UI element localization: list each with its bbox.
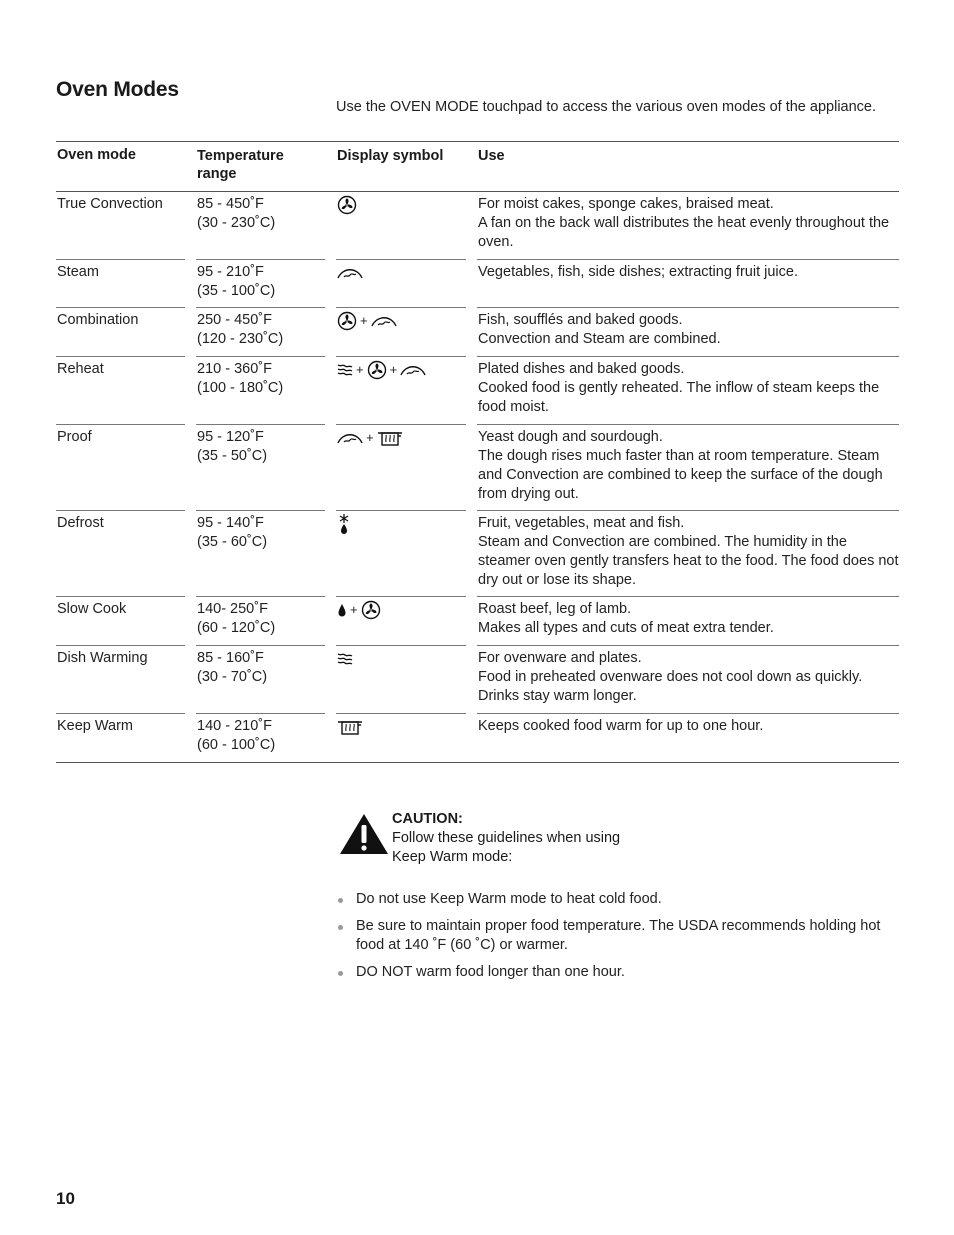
caution-body: Follow these guidelines when using Keep Warm mode:	[392, 830, 621, 865]
fan-icon	[337, 195, 357, 215]
temp-fahrenheit: 210 - 360˚F	[197, 361, 272, 377]
list-item-text: Do not use Keep Warm mode to heat cold food.	[356, 891, 662, 907]
header-temperature-range: Temperature range	[197, 148, 284, 182]
heat-waves-icon	[337, 652, 353, 666]
use-line: Steam and Convection are combined. The humidity in the steamer oven gently transfers heat to the food. The food does not dry out or lose its shape.	[478, 534, 899, 588]
temp-celsius: (30 - 230˚C)	[197, 215, 276, 231]
use-line: Cooked food is gently reheated. The inflow of steam keeps the food moist.	[478, 380, 880, 415]
use-line: Convection and Steam are combined.	[478, 331, 721, 347]
oven-mode-name: Dish Warming	[57, 650, 148, 666]
use-description	[478, 649, 899, 706]
oven-mode-name: Slow Cook	[57, 601, 127, 617]
list-item	[336, 963, 896, 982]
defrost-icon	[337, 513, 351, 535]
plus-sign: +	[360, 313, 368, 328]
page-number: 10	[56, 1189, 75, 1208]
temp-celsius: (100 - 180˚C)	[197, 380, 284, 396]
steam-icon	[337, 430, 363, 446]
page-title: Oven Modes	[56, 78, 179, 101]
use-line: Roast beef, leg of lamb.	[478, 601, 632, 617]
temperature-range	[197, 195, 327, 233]
temp-celsius: (35 - 100˚C)	[197, 283, 276, 299]
table-row	[56, 597, 899, 646]
display-symbol	[337, 428, 467, 447]
steam-icon	[400, 362, 426, 378]
temp-celsius: (60 - 120˚C)	[197, 620, 276, 636]
list-item	[336, 890, 896, 909]
display-symbol	[337, 600, 467, 619]
use-description	[478, 360, 899, 417]
header-use: Use	[478, 148, 505, 164]
bullet-icon	[338, 971, 343, 976]
list-item	[336, 917, 896, 955]
temperature-range	[197, 717, 327, 755]
temp-fahrenheit: 85 - 450˚F	[197, 196, 264, 212]
temp-fahrenheit: 250 - 450˚F	[197, 312, 272, 328]
temperature-range	[197, 263, 327, 301]
use-line: Fish, soufflés and baked goods.	[478, 312, 683, 328]
temp-fahrenheit: 85 - 160˚F	[197, 650, 264, 666]
oven-mode-name: Defrost	[57, 515, 104, 531]
temperature-range	[197, 649, 327, 687]
list-item-text: DO NOT warm food longer than one hour.	[356, 964, 625, 980]
temp-fahrenheit: 95 - 120˚F	[197, 429, 264, 445]
display-symbol	[337, 311, 467, 330]
oven-modes-table	[56, 141, 899, 763]
plus-sign: +	[389, 362, 398, 377]
table-row	[56, 425, 899, 511]
list-item-text: Be sure to maintain proper food temperature. The USDA recommends holding hot food at 140 ˚F (60 ˚C) or warmer.	[356, 918, 881, 953]
temperature-range	[197, 428, 327, 466]
table-row	[56, 357, 899, 425]
header-display-symbol: Display symbol	[337, 148, 444, 164]
use-line: Food in preheated ovenware does not cool down as quickly. Drinks stay warm longer.	[478, 669, 863, 704]
temperature-range	[197, 360, 327, 398]
steam-icon	[337, 265, 363, 281]
table-row	[56, 646, 899, 714]
temp-celsius: (30 - 70˚C)	[197, 669, 268, 685]
caution-text	[392, 810, 622, 867]
oven-mode-name: Combination	[57, 312, 139, 328]
display-symbol	[337, 717, 467, 736]
plus-sign: +	[356, 362, 364, 377]
temp-celsius: (35 - 50˚C)	[197, 448, 268, 464]
drop-icon	[337, 603, 347, 617]
oven-mode-name: Proof	[57, 429, 92, 445]
temp-fahrenheit: 140 - 210˚F	[197, 718, 272, 734]
table-row	[56, 714, 899, 763]
oven-mode-name: Steam	[57, 264, 99, 280]
heat-waves-icon	[337, 363, 353, 377]
use-line: For moist cakes, sponge cakes, braised meat.	[478, 196, 774, 212]
use-description	[478, 311, 899, 349]
oven-mode-name: Keep Warm	[57, 718, 134, 734]
use-description	[478, 514, 899, 590]
use-line: Makes all types and cuts of meat extra tender.	[478, 620, 774, 636]
display-symbol	[337, 649, 467, 668]
oven-mode-name: True Convection	[57, 196, 163, 212]
table-row	[56, 511, 899, 597]
plus-sign: +	[350, 602, 358, 617]
warming-dish-icon	[377, 430, 403, 446]
temperature-range	[197, 514, 327, 552]
use-description	[478, 717, 899, 736]
fan-icon	[361, 600, 381, 620]
table-header	[56, 141, 899, 192]
row-divider	[56, 762, 899, 763]
use-description	[478, 600, 899, 638]
temp-celsius: (35 - 60˚C)	[197, 534, 268, 550]
use-line: The dough rises much faster than at room temperature. Steam and Convection are combined to keep the surface of the dough from drying out.	[478, 448, 883, 502]
display-symbol	[337, 195, 467, 214]
plus-sign: +	[366, 430, 374, 445]
use-description	[478, 195, 899, 252]
caution-title: CAUTION:	[392, 811, 463, 827]
use-line: Vegetables, fish, side dishes; extracting fruit juice.	[478, 264, 798, 280]
table-row	[56, 260, 899, 308]
temperature-range	[197, 311, 327, 349]
display-symbol	[337, 263, 467, 282]
display-symbol	[337, 514, 467, 533]
display-symbol	[337, 360, 467, 379]
fan-icon	[337, 311, 357, 331]
header-oven-mode: Oven mode	[57, 147, 136, 163]
use-line: Fruit, vegetables, meat and fish.	[478, 515, 685, 531]
bullet-icon	[338, 898, 343, 903]
use-description	[478, 428, 899, 504]
use-line: Keeps cooked food warm for up to one hour.	[478, 718, 764, 734]
use-line: For ovenware and plates.	[478, 650, 642, 666]
temp-fahrenheit: 95 - 140˚F	[197, 515, 264, 531]
warming-dish-icon	[337, 719, 363, 735]
intro-text: Use the OVEN MODE touchpad to access the various oven modes of the appliance.	[336, 99, 877, 115]
use-description	[478, 263, 899, 282]
table-row	[56, 192, 899, 260]
guideline-list	[336, 890, 896, 990]
oven-mode-name: Reheat	[57, 361, 104, 377]
steam-icon	[371, 313, 397, 329]
temp-celsius: (120 - 230˚C)	[197, 331, 284, 347]
fan-icon	[367, 360, 387, 380]
use-line: Yeast dough and sourdough.	[478, 429, 663, 445]
table-row	[56, 308, 899, 357]
temp-fahrenheit: 140- 250˚F	[197, 601, 268, 617]
warning-triangle-icon	[340, 814, 388, 854]
use-line: A fan on the back wall distributes the heat evenly throughout the oven.	[478, 215, 890, 250]
temperature-range	[197, 600, 327, 638]
table-body	[56, 192, 899, 763]
use-line: Plated dishes and baked goods.	[478, 361, 685, 377]
bullet-icon	[338, 925, 343, 930]
temp-celsius: (60 - 100˚C)	[197, 737, 276, 753]
temp-fahrenheit: 95 - 210˚F	[197, 264, 264, 280]
